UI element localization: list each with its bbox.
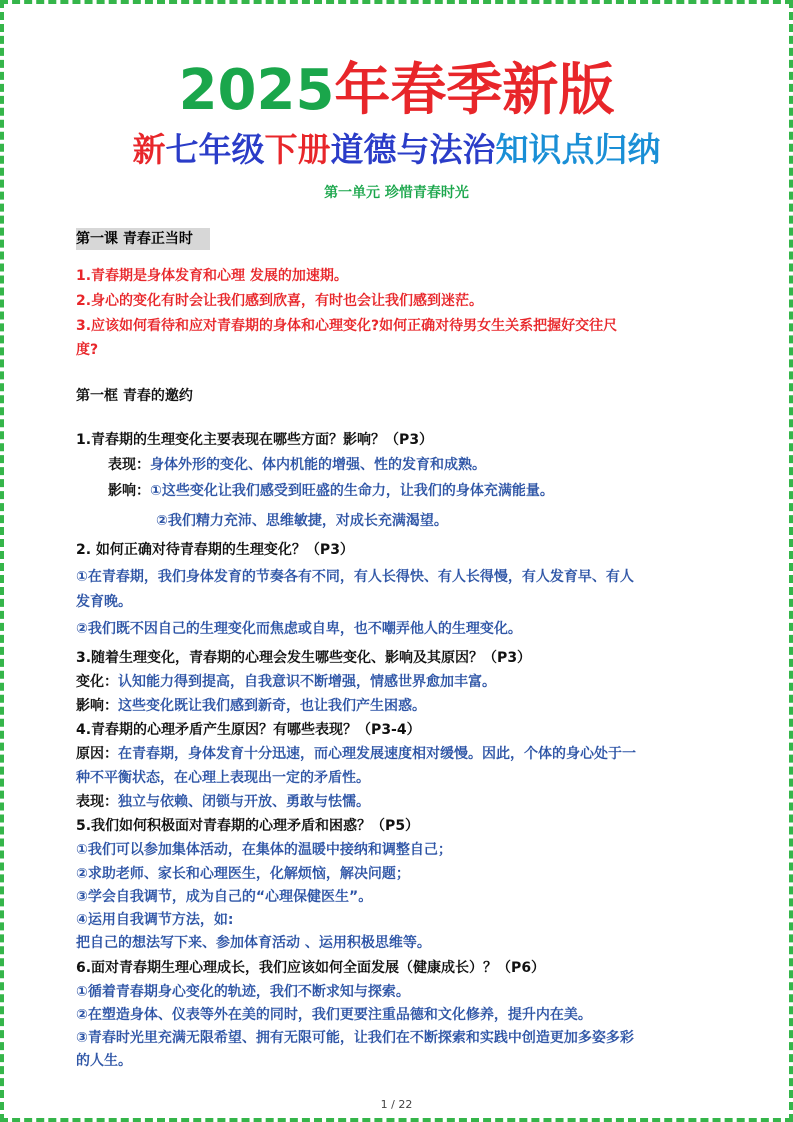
answer-text: 独立与依赖、闭锁与开放、勇敢与怯懦。: [118, 794, 370, 810]
question: 1.青春期的生理变化主要表现在哪些方面？影响？（P3）: [76, 432, 434, 448]
page-subtitle: [0, 128, 793, 172]
answer-label: 影响：: [108, 483, 150, 499]
answer-label: 原因：: [76, 746, 118, 762]
answer-label: 表现：: [108, 457, 150, 473]
goal-line: 度?: [76, 342, 99, 358]
answer-line: 把自己的想法写下来、参加体育活动 、运用积极思维等。: [76, 935, 431, 951]
subtitle-part: 下册: [264, 130, 331, 169]
answer-label: 影响：: [76, 698, 118, 714]
question: 6.面对青春期生理心理成长，我们应该如何全面发展（健康成长）？（P6）: [76, 960, 546, 976]
answer-line: ②在塑造身体、仪表等外在美的同时，我们更要注重品德和文化修养，提升内在美。: [76, 1007, 592, 1023]
frame-heading: 第一框 青春的邀约: [76, 388, 193, 404]
answer-line: ③青春时光里充满无限希望、拥有无限可能，让我们在不断探索和实践中创造更加多姿多彩: [76, 1030, 634, 1046]
answer-text: 这些变化既让我们感到新奇，也让我们产生困惑。: [118, 698, 426, 714]
answer-line: 发育晚。: [76, 594, 132, 610]
title-rest: 年春季新版: [334, 58, 615, 123]
answer-text: 身体外形的变化、体内机能的增强、性的发育和成熟。: [150, 457, 486, 473]
answer-text: 认知能力得到提高，自我意识不断增强，情感世界愈加丰富。: [118, 674, 496, 690]
answer-line: 种不平衡状态，在心理上表现出一定的矛盾性。: [76, 770, 370, 786]
question: 4.青春期的心理矛盾产生原因？有哪些表现？（P3-4）: [76, 722, 421, 738]
subtitle-part: 知识点归纳: [495, 130, 661, 169]
answer-line: ②我们精力充沛、思维敏捷，对成长充满渴望。: [156, 513, 448, 529]
answer-line: ①我们可以参加集体活动，在集体的温暖中接纳和调整自己；: [76, 842, 452, 858]
answer-text: ①这些变化让我们感受到旺盛的生命力，让我们的身体充满能量。: [150, 483, 554, 499]
question: 2. 如何正确对待青春期的生理变化？（P3）: [76, 542, 354, 558]
answer-line: [76, 672, 496, 692]
answer-line: [76, 744, 636, 764]
answer-label: 表现：: [76, 794, 118, 810]
answer-line: [108, 455, 486, 475]
answer-line: [76, 792, 370, 812]
page-number: 1 / 22: [380, 1098, 413, 1111]
answer-text: 在青春期，身体发育十分迅速，而心理发展速度相对缓慢。因此，个体的身心处于一: [118, 746, 636, 762]
subtitle-part: 道德与法治: [330, 130, 496, 169]
goal-line: 2.身心的变化有时会让我们感到欣喜，有时也会让我们感到迷茫。: [76, 293, 484, 309]
question: 5.我们如何积极面对青春期的心理矛盾和困惑？（P5）: [76, 818, 420, 834]
unit-heading: 第一单元 珍惜青春时光: [324, 185, 469, 201]
answer-line: 的人生。: [76, 1053, 132, 1069]
subtitle-part: 七年级: [165, 130, 265, 169]
lesson-heading: 第一课 青春正当时: [76, 228, 210, 250]
answer-line: ②我们既不因自己的生理变化而焦虑或自卑，也不嘲弄他人的生理变化。: [76, 621, 522, 637]
subtitle-part: 新: [132, 130, 166, 169]
goal-line: 3.应该如何看待和应对青春期的身体和心理变化?如何正确对待男女生关系把握好交往尺: [76, 318, 618, 334]
goal-line: 1.青春期是身体发育和心理 发展的加速期。: [76, 268, 348, 284]
title-year: 2025: [178, 58, 335, 123]
answer-line: ③学会自我调节，成为自己的“心理保健医生”。: [76, 889, 373, 905]
answer-line: ①循着青春期身心变化的轨迹，我们不断求知与探索。: [76, 984, 410, 1000]
answer-line: ①在青春期，我们身体发育的节奏各有不同，有人长得快、有人长得慢，有人发育早、有人: [76, 569, 634, 585]
answer-line: ②求助老师、家长和心理医生，化解烦恼，解决问题；: [76, 866, 410, 882]
answer-label: 变化：: [76, 674, 118, 690]
answer-line: [76, 696, 426, 716]
answer-line: ④运用自我调节方法，如:: [76, 912, 234, 928]
question: 3.随着生理变化，青春期的心理会发生哪些变化、影响及其原因？（P3）: [76, 650, 532, 666]
page-title: [0, 57, 793, 125]
answer-line: [108, 481, 554, 501]
